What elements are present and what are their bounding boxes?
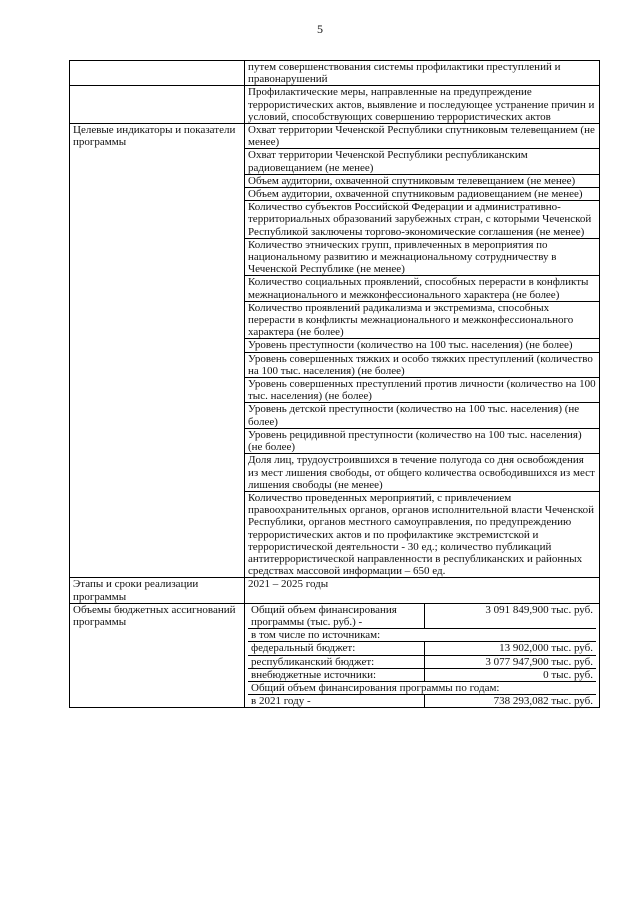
stages-label: Этапы и сроки реализации программы xyxy=(70,578,245,603)
empty-label-cell xyxy=(70,61,245,86)
funding-total-label: Общий объем финансирования программы (тыс. руб.) - xyxy=(248,604,425,629)
empty-label-cell xyxy=(70,86,245,124)
indicator-item: Объем аудитории, охваченной спутниковым радиовещанием (не менее) xyxy=(245,188,600,201)
goal-text: Профилактические меры, направленные на предупреждение террористических актов, выявление и последующее устранение причин и условий, способствующих совершению террористических актов xyxy=(245,86,600,124)
indicator-item: Охват территории Чеченской Республики спутниковым телевещанием (не менее) xyxy=(245,124,600,149)
table-row xyxy=(248,604,596,629)
funding-source-name: внебюджетные источники: xyxy=(248,668,425,681)
goal-text: путем совершенствования системы профилактики преступлений и правонарушений xyxy=(245,61,600,86)
program-passport-table xyxy=(69,60,600,708)
indicator-item: Доля лиц, трудоустроившихся в течение полугода со дня освобождения из мест лишения свободы, от общего количества освободившихся из мест лишения свободы (не менее) xyxy=(245,454,600,492)
table-row xyxy=(248,642,596,655)
funding-source-value: 3 077 947,900 тыс. руб. xyxy=(425,655,597,668)
funding-by-source-label: в том числе по источникам: xyxy=(248,629,596,642)
indicator-item: Уровень совершенных преступлений против личности (количество на 100 тыс. населения) (не более) xyxy=(245,378,600,403)
table-row xyxy=(70,86,600,124)
funding-source-name: республиканский бюджет: xyxy=(248,655,425,668)
funding-source-value: 13 902,000 тыс. руб. xyxy=(425,642,597,655)
page-number: 5 xyxy=(317,22,323,36)
table-row xyxy=(248,629,596,642)
indicator-item: Количество проведенных мероприятий, с привлечением правоохранительных органов, органов исполнительной власти Чеченской Республики, органов местного самоуправления, по предупреждению террористических актов и по профилактике экстремистской и террористической деятельности - 30 ед.; количество публикаций антитеррористической направленности в республиканских и районных средствах массовой информации – 650 ед. xyxy=(245,491,600,577)
indicator-item: Объем аудитории, охваченной спутниковым телевещанием (не менее) xyxy=(245,174,600,187)
indicator-item: Количество субъектов Российской Федерации и административно-территориальных образований зарубежных стран, с которыми Чеченской Республикой заключены торгово-экономические соглашения (не менее) xyxy=(245,201,600,239)
funding-table xyxy=(248,604,596,708)
stages-value: 2021 – 2025 годы xyxy=(245,578,600,603)
funding-year-value: 738 293,082 тыс. руб. xyxy=(425,695,597,708)
funding-total-value: 3 091 849,900 тыс. руб. xyxy=(425,604,597,629)
table-row xyxy=(70,124,600,149)
table-row xyxy=(70,603,600,708)
indicator-item: Уровень рецидивной преступности (количество на 100 тыс. населения) (не более) xyxy=(245,428,600,453)
funding-year-name: в 2021 году - xyxy=(248,695,425,708)
funding-by-year-label: Общий объем финансирования программы по годам: xyxy=(248,681,596,694)
indicator-item: Уровень совершенных тяжких и особо тяжких преступлений (количество на 100 тыс. населения) (не более) xyxy=(245,352,600,377)
funding-source-name: федеральный бюджет: xyxy=(248,642,425,655)
indicator-item: Количество проявлений радикализма и экстремизма, способных перерасти в конфликты межнационального и межконфессионального характера (не более) xyxy=(245,301,600,339)
funding-source-value: 0 тыс. руб. xyxy=(425,668,597,681)
funding-cell xyxy=(245,603,600,708)
indicator-item: Уровень детской преступности (количество на 100 тыс. населения) (не более) xyxy=(245,403,600,428)
table-row xyxy=(70,578,600,603)
table-row xyxy=(248,655,596,668)
indicator-item: Количество социальных проявлений, способных перерасти в конфликты межнационального и межконфессионального характера (не более) xyxy=(245,276,600,301)
table-row xyxy=(248,695,596,708)
table-row xyxy=(248,681,596,694)
indicator-item: Охват территории Чеченской Республики республиканским радиовещанием (не менее) xyxy=(245,149,600,174)
indicator-item: Уровень преступности (количество на 100 тыс. населения) (не более) xyxy=(245,339,600,352)
table-row xyxy=(70,61,600,86)
indicators-label: Целевые индикаторы и показатели программы xyxy=(70,124,245,578)
indicator-item: Количество этнических групп, привлеченных в мероприятия по национальному развитию и межнациональному сотрудничеству в Чеченской Республике (не менее) xyxy=(245,238,600,276)
funding-label: Объемы бюджетных ассигнований программы xyxy=(70,603,245,708)
table-row xyxy=(248,668,596,681)
